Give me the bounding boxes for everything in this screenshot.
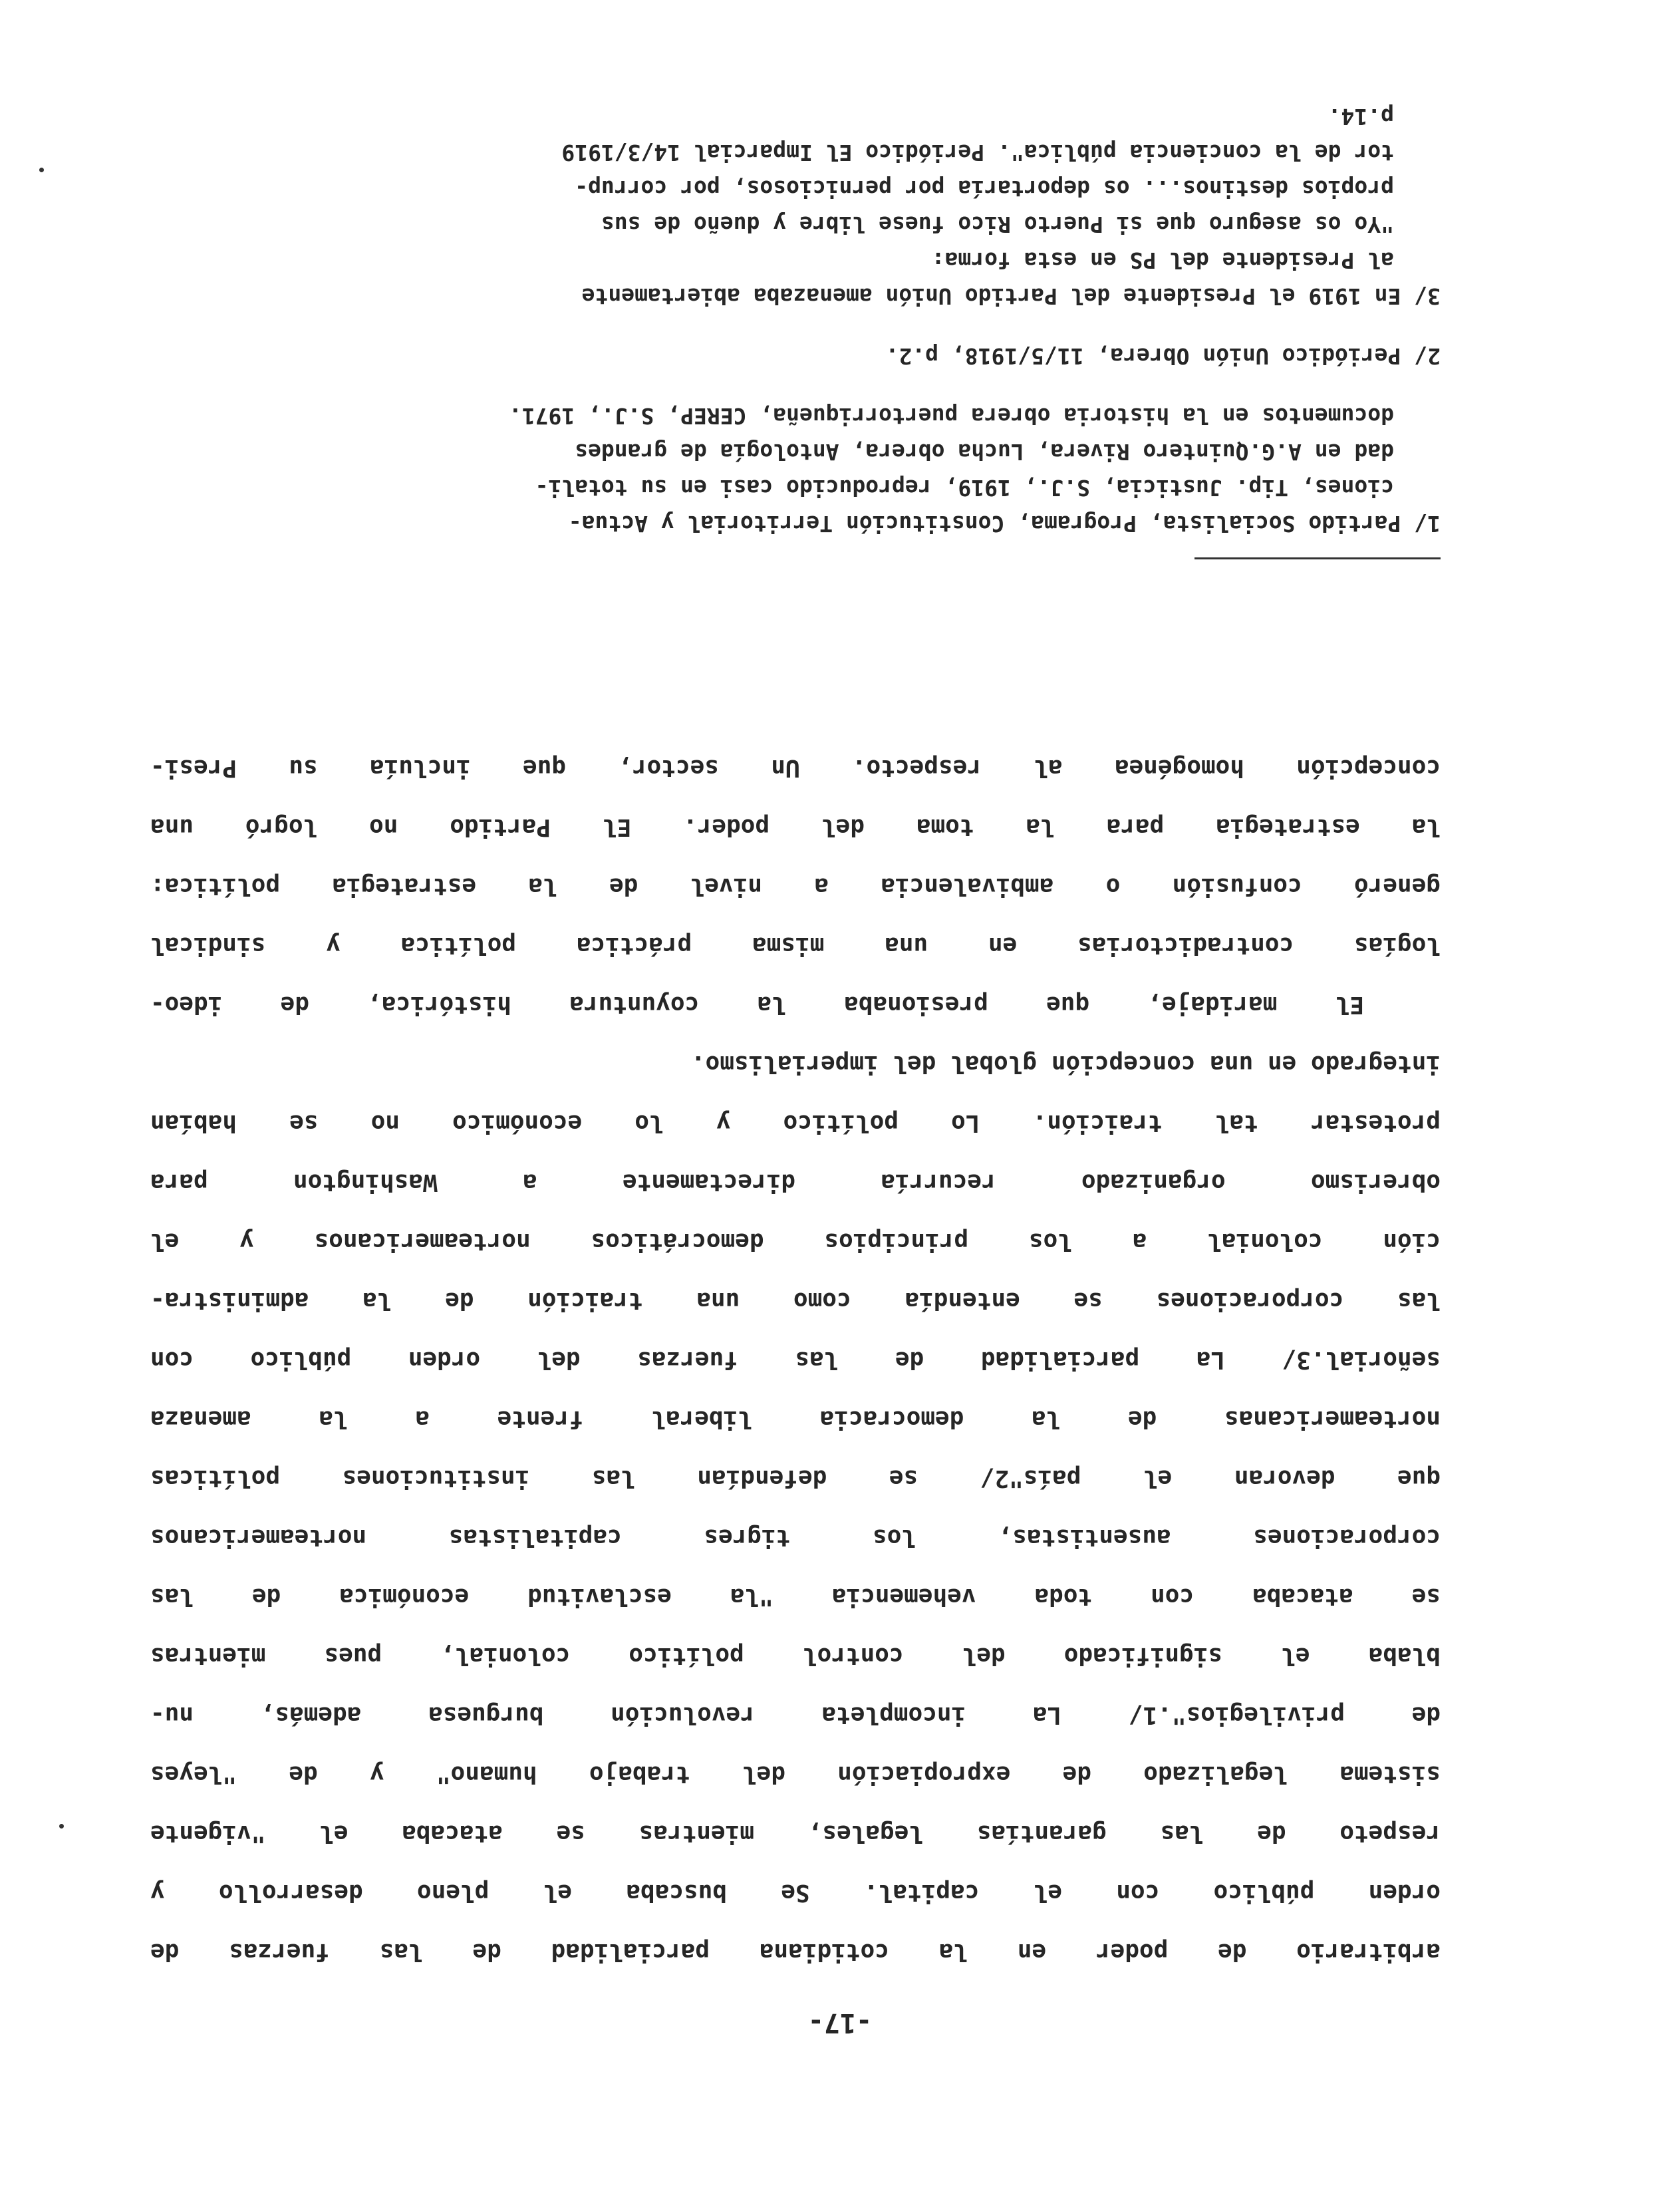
- body-line: blaba el significado del control político colonial, pues mientras: [150, 1642, 1441, 1670]
- body-line: sistema legalizado de expropiación del trabajo humano" y de "leyes: [150, 1761, 1441, 1788]
- body-line: logías contradictorias en una misma práctica política y sindical: [150, 932, 1441, 959]
- footnote-line: "Yo os aseguro que si Puerto Rico fuese libre y dueño de sus: [601, 212, 1394, 237]
- body-line: arbitrario de poder en la cotidiana parcialidad de las fuerzas de: [150, 1938, 1441, 1966]
- body-line: orden público con el capital. Se buscaba el pleno desarrollo y: [150, 1879, 1441, 1906]
- body-line: norteamericanas de la democracia liberal frente a la amenaza: [150, 1405, 1441, 1433]
- footnote-line: documentos en la historia obrera puertorriqueña, CEREP, S.J., 1971.: [508, 403, 1394, 429]
- body-line: señorial.3/ La parcialidad de las fuerzas del orden público con: [150, 1346, 1441, 1374]
- body-line: integrado en una concepción global del imperialismo.: [690, 1050, 1441, 1078]
- body-line: la estrategia para la toma del poder. El Partido no logró una: [150, 813, 1441, 841]
- body-line: concepción homogénea al respecto. Un sector, que incluía su Presi-: [150, 754, 1441, 782]
- body-text: [150, 738, 1441, 1981]
- body-line: protestar tal traición. Lo político y lo económico no se habían: [150, 1109, 1441, 1137]
- body-line: corporaciones ausentistas, los tigres capitalistas norteamericanos: [150, 1524, 1441, 1551]
- body-line: El maridaje, que presionaba la coyuntura histórica, de ideo-: [150, 991, 1364, 1018]
- body-line: respeto de las garantías legales, mientras se atacaba el "vigente: [150, 1820, 1441, 1847]
- footnote-line: 1/ Partido Socialista, Programa, Constitución Territorial y Actua-: [568, 511, 1441, 537]
- body-line: obrerismo organizado recurría directamente a Washington para: [150, 1169, 1441, 1196]
- footnote-line: tor de la conciencia pública". Periódico El Imparcial 14/3/1919: [561, 140, 1394, 166]
- scan-speck: [59, 1824, 64, 1829]
- body-line: se atacaba con toda vehemencia "la esclavitud económica de las: [150, 1583, 1441, 1610]
- body-line: que devoran el país"2/ se defendían las instituciones políticas: [150, 1465, 1441, 1492]
- body-line: generó confusión o ambivalencia a nivel de la estrategia política:: [150, 873, 1441, 900]
- footnotes: [150, 98, 1441, 541]
- footnote-line: p.14.: [1328, 104, 1394, 130]
- footnote-line: ciones, Tip. Justicia, S.J., 1919, reproducido casi en su totali-: [535, 475, 1394, 501]
- page-number: -17-: [807, 2007, 873, 2038]
- scan-speck: [39, 168, 44, 172]
- footnote-line: propios destinos... os deportaría por perniciosos, por corrup-: [575, 176, 1394, 202]
- footnote-line: al Presidente del PS en esta forma:: [931, 247, 1394, 273]
- body-line: las corporaciones se entendía como una traición de la administra-: [150, 1287, 1441, 1314]
- footnote-line: dad en A.G.Quintero Rivera, Lucha obrera, Antología de grandes: [575, 439, 1394, 465]
- footnote-line: 3/ En 1919 el Presidente del Partido Unión amenazaba abiertamente: [581, 283, 1441, 309]
- footnote-line: 2/ Periódico Unión Obrera, 11/5/1918, p.2.: [885, 343, 1441, 369]
- body-line: ción colonial a los principios democráticos norteamericanos y el: [150, 1228, 1441, 1255]
- footnote-separator: [1194, 557, 1441, 559]
- body-line: de privilegios".1/ La incompleta revolución burguesa además, nu-: [150, 1701, 1441, 1729]
